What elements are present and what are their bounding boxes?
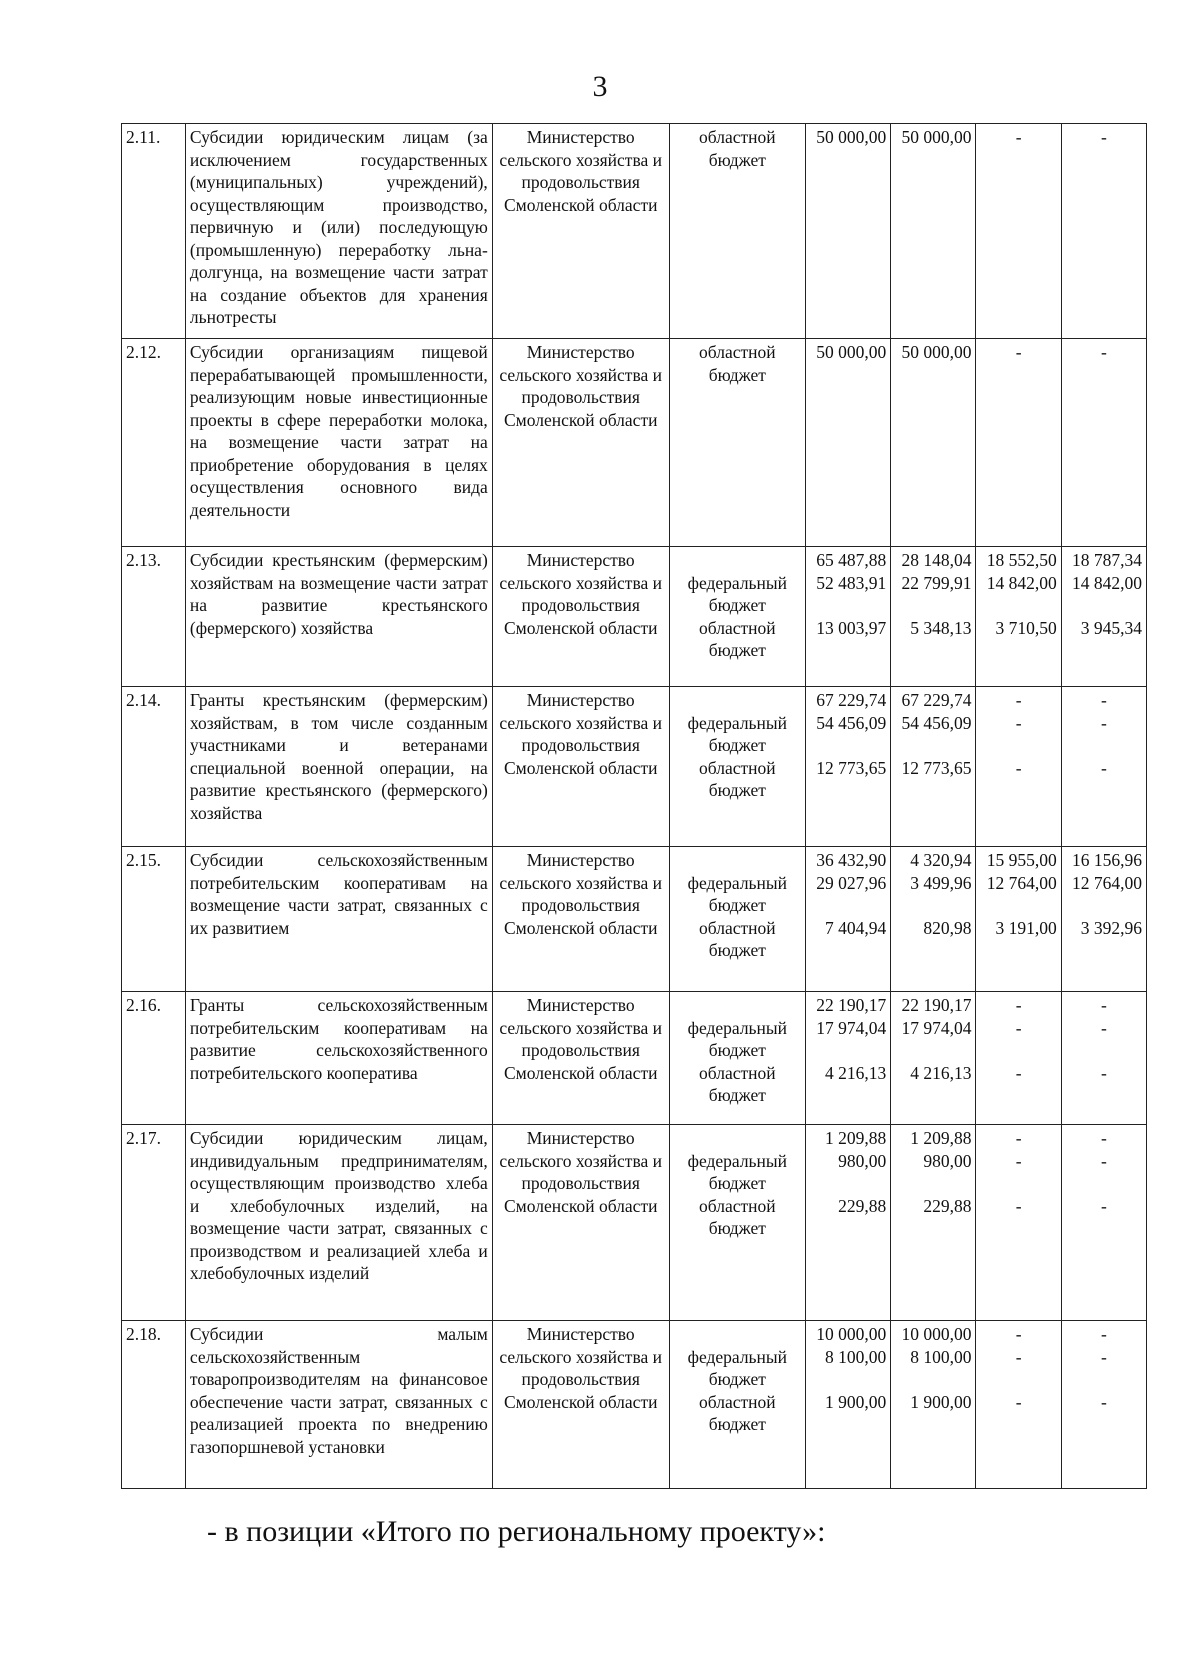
amount-value: 980,00 [838, 1150, 887, 1171]
amount-c2 [891, 339, 976, 547]
amount-value: - [1100, 1324, 1107, 1344]
amount-c1 [806, 1321, 891, 1489]
amount-value: 67 229,74 [901, 690, 972, 710]
amount-c1 [806, 124, 891, 339]
amount-value: 4 216,13 [825, 1062, 887, 1083]
amount-c2 [891, 1321, 976, 1489]
amount-c2 [891, 992, 976, 1125]
amount-value: - [1015, 995, 1022, 1015]
amount-value: 65 487,88 [816, 550, 887, 570]
amount-value: - [1015, 1391, 1022, 1412]
amount-value: 14 842,00 [986, 572, 1057, 593]
row-number: 2.13. [122, 547, 186, 687]
amount-c3 [976, 1321, 1061, 1489]
funding-source-cell [669, 1321, 805, 1489]
amount-value: 14 842,00 [1072, 572, 1142, 593]
amount-value: 10 000,00 [901, 1324, 972, 1344]
amount-value: - [1100, 1346, 1107, 1367]
responsible-executor: Министерство сельского хозяйства и продовольствия Смоленской области [492, 1321, 669, 1489]
funding-source-cell [669, 124, 805, 339]
amount-c2 [891, 547, 976, 687]
funding-source-cell [669, 992, 805, 1125]
amount-c4 [1061, 1321, 1146, 1489]
amount-value: 12 764,00 [986, 872, 1057, 893]
row-number: 2.11. [122, 124, 186, 339]
funding-source-cell [669, 547, 805, 687]
amount-value: - [1015, 1346, 1022, 1367]
amount-c4 [1061, 547, 1146, 687]
funding-source: областной бюджет [699, 342, 776, 385]
amount-value: - [1015, 757, 1022, 778]
amount-value: 50 000,00 [816, 127, 887, 147]
amount-value: - [1100, 342, 1107, 362]
amount-value: 1 209,88 [910, 1128, 972, 1148]
amount-c3 [976, 992, 1061, 1125]
amount-value: 4 320,94 [910, 850, 972, 870]
amount-value: 22 190,17 [816, 995, 887, 1015]
amount-value: 3 191,00 [995, 917, 1057, 938]
amount-value: 15 955,00 [986, 850, 1057, 870]
amount-value: 18 552,50 [986, 550, 1057, 570]
amount-value: - [1100, 712, 1107, 733]
amount-c3 [976, 339, 1061, 547]
funding-source-cell [669, 847, 805, 992]
measure-description: Субсидии малым сельскохозяйственным товаропроизводителям на финансовое обеспечение части затрат, связанных с реализацией проекта по внедрению газопоршневой установки [185, 1321, 492, 1489]
amount-value: 22 799,91 [901, 572, 972, 593]
row-number: 2.14. [122, 687, 186, 847]
footer-text: - в позиции «Итого по региональному проекту»: [207, 1515, 826, 1548]
measure-description: Гранты крестьянским (фермерским) хозяйствам, в том числе созданным участниками и ветеранами специальной военной операции, на развитие крестьянского (фермерского) хозяйства [185, 687, 492, 847]
row-number: 2.17. [122, 1125, 186, 1321]
amount-value: 67 229,74 [816, 690, 887, 710]
funding-source: федеральный бюджет [687, 712, 788, 755]
amount-c3 [976, 1125, 1061, 1321]
amount-value: - [1100, 1195, 1107, 1216]
table-row [122, 547, 1147, 687]
amount-value: - [1100, 690, 1107, 710]
amount-value: - [1015, 1324, 1022, 1344]
funding-source-cell [669, 687, 805, 847]
funding-source: областной бюджет [699, 127, 776, 170]
amount-c4 [1061, 339, 1146, 547]
funding-source: областной бюджет [699, 757, 776, 800]
amount-value: 1 900,00 [910, 1391, 972, 1412]
measure-description: Субсидии юридическим лицам (за исключением государственных (муниципальных) учреждений), осуществляющим производство, первичную и (или) последующую (промышленную) переработку льна-долгунца, на возмещение части затрат на создание объектов для хранения льнотресты [185, 124, 492, 339]
responsible-executor: Министерство сельского хозяйства и продовольствия Смоленской области [492, 1125, 669, 1321]
funding-source-cell [669, 339, 805, 547]
amount-c4 [1061, 124, 1146, 339]
amount-c1 [806, 547, 891, 687]
amount-value: 12 773,65 [816, 757, 887, 778]
amount-c3 [976, 847, 1061, 992]
amount-value: 12 764,00 [1072, 872, 1142, 893]
amount-value: 52 483,91 [816, 572, 887, 593]
measure-description: Гранты сельскохозяйственным потребительским кооперативам на развитие сельскохозяйственного потребительского кооператива [185, 992, 492, 1125]
amount-value: - [1100, 1150, 1107, 1171]
amount-c2 [891, 847, 976, 992]
amount-value: 5 348,13 [910, 617, 972, 638]
amount-value: 16 156,96 [1072, 850, 1142, 870]
amount-c3 [976, 547, 1061, 687]
amount-value: 3 392,96 [1080, 917, 1142, 938]
amount-value: 17 974,04 [901, 1017, 972, 1038]
row-number: 2.12. [122, 339, 186, 547]
amount-value: - [1015, 1062, 1022, 1083]
amount-value: 229,88 [838, 1195, 887, 1216]
measure-description: Субсидии организациям пищевой перерабатывающей промышленности, реализующим новые инвестиционные проекты в сфере переработки молока, на возмещение части затрат на приобретение оборудования в целях осуществления основного вида деятельности [185, 339, 492, 547]
responsible-executor: Министерство сельского хозяйства и продовольствия Смоленской области [492, 547, 669, 687]
funding-source: областной бюджет [699, 1391, 776, 1434]
amount-value: 54 456,09 [901, 712, 972, 733]
amount-c3 [976, 124, 1061, 339]
responsible-executor: Министерство сельского хозяйства и продовольствия Смоленской области [492, 124, 669, 339]
amount-c2 [891, 124, 976, 339]
amount-value: - [1100, 1062, 1107, 1083]
amount-value: 1 209,88 [825, 1128, 887, 1148]
amount-value: 50 000,00 [901, 127, 972, 147]
amount-c4 [1061, 992, 1146, 1125]
amount-value: 22 190,17 [901, 995, 972, 1015]
funding-source: федеральный бюджет [687, 1346, 788, 1389]
page-number: 3 [592, 70, 608, 103]
table-row [122, 1321, 1147, 1489]
measure-description: Субсидии сельскохозяйственным потребительским кооперативам на возмещение части затрат, связанных с их развитием [185, 847, 492, 992]
amount-value: - [1015, 342, 1022, 362]
amount-value: 10 000,00 [816, 1324, 887, 1344]
amount-value: 229,88 [923, 1195, 972, 1216]
amount-value: 8 100,00 [825, 1346, 887, 1367]
amount-value: - [1015, 1195, 1022, 1216]
responsible-executor: Министерство сельского хозяйства и продовольствия Смоленской области [492, 992, 669, 1125]
funding-source: федеральный бюджет [687, 872, 788, 915]
amount-c2 [891, 687, 976, 847]
responsible-executor: Министерство сельского хозяйства и продовольствия Смоленской области [492, 339, 669, 547]
amount-c1 [806, 1125, 891, 1321]
amount-value: 13 003,97 [816, 617, 887, 638]
amount-c4 [1061, 847, 1146, 992]
funding-source: федеральный бюджет [687, 1017, 788, 1060]
amount-value: - [1100, 995, 1107, 1015]
amount-c4 [1061, 1125, 1146, 1321]
amount-value: 29 027,96 [816, 872, 887, 893]
amount-value: 50 000,00 [816, 342, 887, 362]
amount-value: 3 710,50 [995, 617, 1057, 638]
amount-value: - [1100, 1128, 1107, 1148]
program-table [121, 123, 1147, 1489]
funding-source: областной бюджет [699, 1195, 776, 1238]
funding-source: федеральный бюджет [687, 572, 788, 615]
amount-value: 54 456,09 [816, 712, 887, 733]
amount-value: - [1015, 690, 1022, 710]
amount-value: 28 148,04 [901, 550, 972, 570]
amount-c1 [806, 339, 891, 547]
amount-value: 18 787,34 [1072, 550, 1142, 570]
amount-value: 8 100,00 [910, 1346, 972, 1367]
amount-value: 980,00 [923, 1150, 972, 1171]
amount-value: - [1100, 127, 1107, 147]
amount-value: 7 404,94 [825, 917, 887, 938]
funding-source: областной бюджет [699, 1062, 776, 1105]
table-row [122, 1125, 1147, 1321]
amount-value: 3 945,34 [1080, 617, 1142, 638]
measure-description: Субсидии юридическим лицам, индивидуальным предпринимателям, осуществляющим производство хлеба и хлебобулочных изделий, на возмещение части затрат, связанных с производством и реализацией хлеба и хлебобулочных изделий [185, 1125, 492, 1321]
amount-c4 [1061, 687, 1146, 847]
responsible-executor: Министерство сельского хозяйства и продовольствия Смоленской области [492, 687, 669, 847]
amount-value: 1 900,00 [825, 1391, 887, 1412]
funding-source: областной бюджет [699, 617, 776, 660]
table-row [122, 339, 1147, 547]
table-row [122, 847, 1147, 992]
amount-value: 3 499,96 [910, 872, 972, 893]
table-row [122, 992, 1147, 1125]
amount-value: - [1015, 127, 1022, 147]
amount-value: 50 000,00 [901, 342, 972, 362]
amount-c1 [806, 992, 891, 1125]
funding-source: федеральный бюджет [687, 1150, 788, 1193]
responsible-executor: Министерство сельского хозяйства и продовольствия Смоленской области [492, 847, 669, 992]
amount-c2 [891, 1125, 976, 1321]
amount-value: - [1100, 1391, 1107, 1412]
amount-value: - [1015, 1017, 1022, 1038]
amount-value: - [1015, 1150, 1022, 1171]
amount-value: - [1015, 1128, 1022, 1148]
row-number: 2.16. [122, 992, 186, 1125]
amount-value: 36 432,90 [816, 850, 887, 870]
amount-c1 [806, 687, 891, 847]
amount-value: 820,98 [923, 917, 972, 938]
row-number: 2.18. [122, 1321, 186, 1489]
amount-value: 12 773,65 [901, 757, 972, 778]
amount-value: - [1100, 757, 1107, 778]
amount-value: 17 974,04 [816, 1017, 887, 1038]
amount-value: - [1100, 1017, 1107, 1038]
table-row [122, 687, 1147, 847]
funding-source: областной бюджет [699, 917, 776, 960]
amount-value: 4 216,13 [910, 1062, 972, 1083]
amount-value: - [1015, 712, 1022, 733]
amount-c1 [806, 847, 891, 992]
amount-c3 [976, 687, 1061, 847]
funding-source-cell [669, 1125, 805, 1321]
row-number: 2.15. [122, 847, 186, 992]
table-row [122, 124, 1147, 339]
measure-description: Субсидии крестьянским (фермерским) хозяйствам на возмещение части затрат на развитие крестьянского (фермерского) хозяйства [185, 547, 492, 687]
